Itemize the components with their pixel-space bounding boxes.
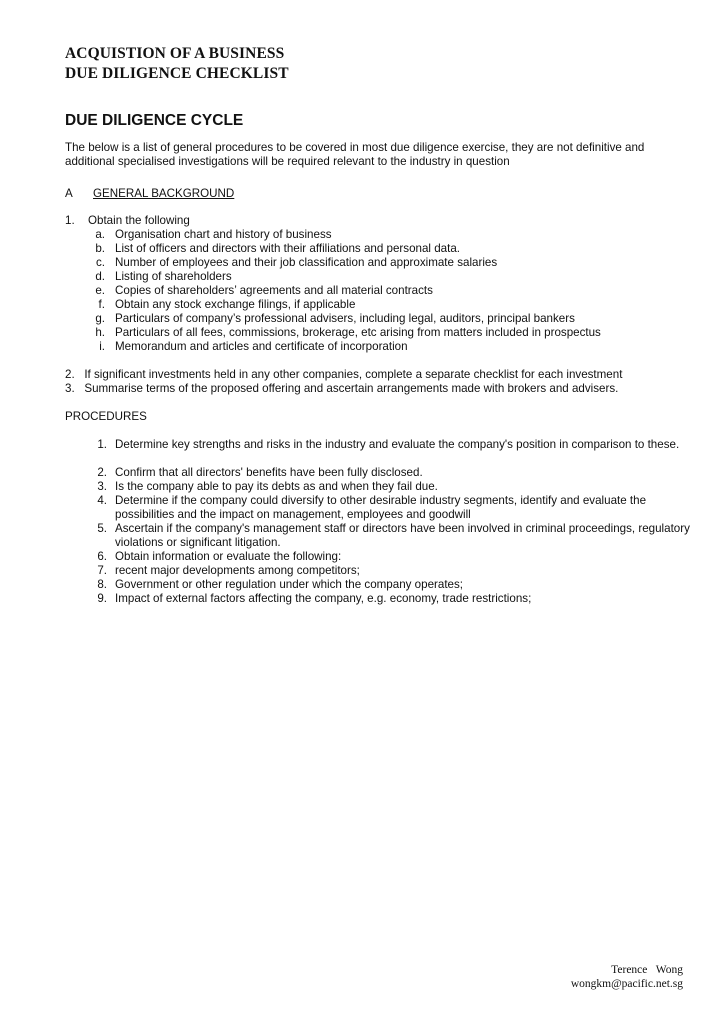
section-title: DUE DILIGENCE CYCLE [65,112,244,129]
procedure-item: 7. recent major developments among competitors; [97,564,360,577]
procedure-item: 8. Government or other regulation under which the company operates; [97,578,464,591]
item-2: 2. If significant investments held in any other companies, complete a separate checklist for each investment [65,368,623,381]
procedure-item: 2. Confirm that all directors' benefits have been fully disclosed. [97,466,423,479]
procedure-item: 6. Obtain information or evaluate the following: [97,550,342,563]
item-1-label: 1. [65,214,75,227]
document-title-line-1: ACQUISTION OF A BUSINESS [65,45,285,62]
procedures-heading: PROCEDURES [65,410,147,423]
footer-author: Terence Wong [611,964,683,976]
procedure-item: 9. Impact of external factors affecting the company, e.g. economy, trade restrictions; [97,592,532,605]
section-heading-text: GENERAL BACKGROUND [93,187,235,200]
footer-email: wongkm@pacific.net.sg [570,978,683,990]
procedure-item: 5. Ascertain if the company's management staff or directors have been involved in criminal proceedings, regulatory violations or significant litigation. [97,522,690,549]
procedure-item: 4. Determine if the company could diversify to other desirable industry segments, identify and evaluate the possibilities and the impact on management, employees and goodwill [97,494,647,521]
procedure-item: 3. Is the company able to pay its debts as and when they fail due. [97,480,438,493]
procedure-item: 1. Determine key strengths and risks in the industry and evaluate the company's position in comparison to these. [97,438,680,451]
item-1-text: Obtain the following [88,214,190,227]
document-title-line-2: DUE DILIGENCE CHECKLIST [65,65,289,82]
intro-paragraph: The below is a list of general procedures to be covered in most due diligence exercise, they are not definitive and additional specialised investigations will be required relevant to the industry in question [65,141,645,168]
item-3: 3. Summarise terms of the proposed offering and ascertain arrangements made with brokers and advisers. [65,382,619,395]
document-page: ACQUISTION OF A BUSINESS DUE DILIGENCE CHECKLIST DUE DILIGENCE CYCLE The below is a list of general procedures to be covered in most due diligence exercise, they are not definitive and additional specialised investigations will be required relevant to the industry in question A GENERAL BACKGROUND 1. Obtain the following a. Organisation chart and history of business b. List of officers and directors with their affiliations and personal data. c. Number of employees and their job classification and approximate salaries d. Listing of shareholders e. Copies of shareholders’ agreements and all material contracts f. Obtain any stock exchange filings, if applicable g. Particulars of company’s professional advisers, including legal, auditors, principal bankers h. Particulars of all fees, commissions, brokerage, etc arising from matters included in prospectus i. Memorandum and articles and certificate of incorporation 2. If significant investments held in any other companies, complete a separate checklist for each investment 3. Summarise terms of the proposed offering and ascertain arrangements made with brokers and advisers. PROCEDURES 1. Determine key strengths and risks in the industry and evaluate the company's position in comparison to these. 2. Confirm that all directors' benefits have been fully disclosed. 3. Is the company able to pay its debts as and when they fail due. 4. Determine if the company could diversify to other desirable industry segments, identify and evaluate the possibilities and the impact on management, employees and goodwill 5. Ascertain if the company's management staff or directors have been involved in criminal proceedings, regulatory violations or significant litigation. 6. Obtain information or evaluate the following: 7. recent major developments among competitors; 8. Government or other regulation under which the company operates; 9. Impact of external factors affecting the company, e.g. economy, trade restrictions; Terence Wong wongkm@pacific.net.sg [0,0,728,1031]
section-letter: A [65,187,73,200]
